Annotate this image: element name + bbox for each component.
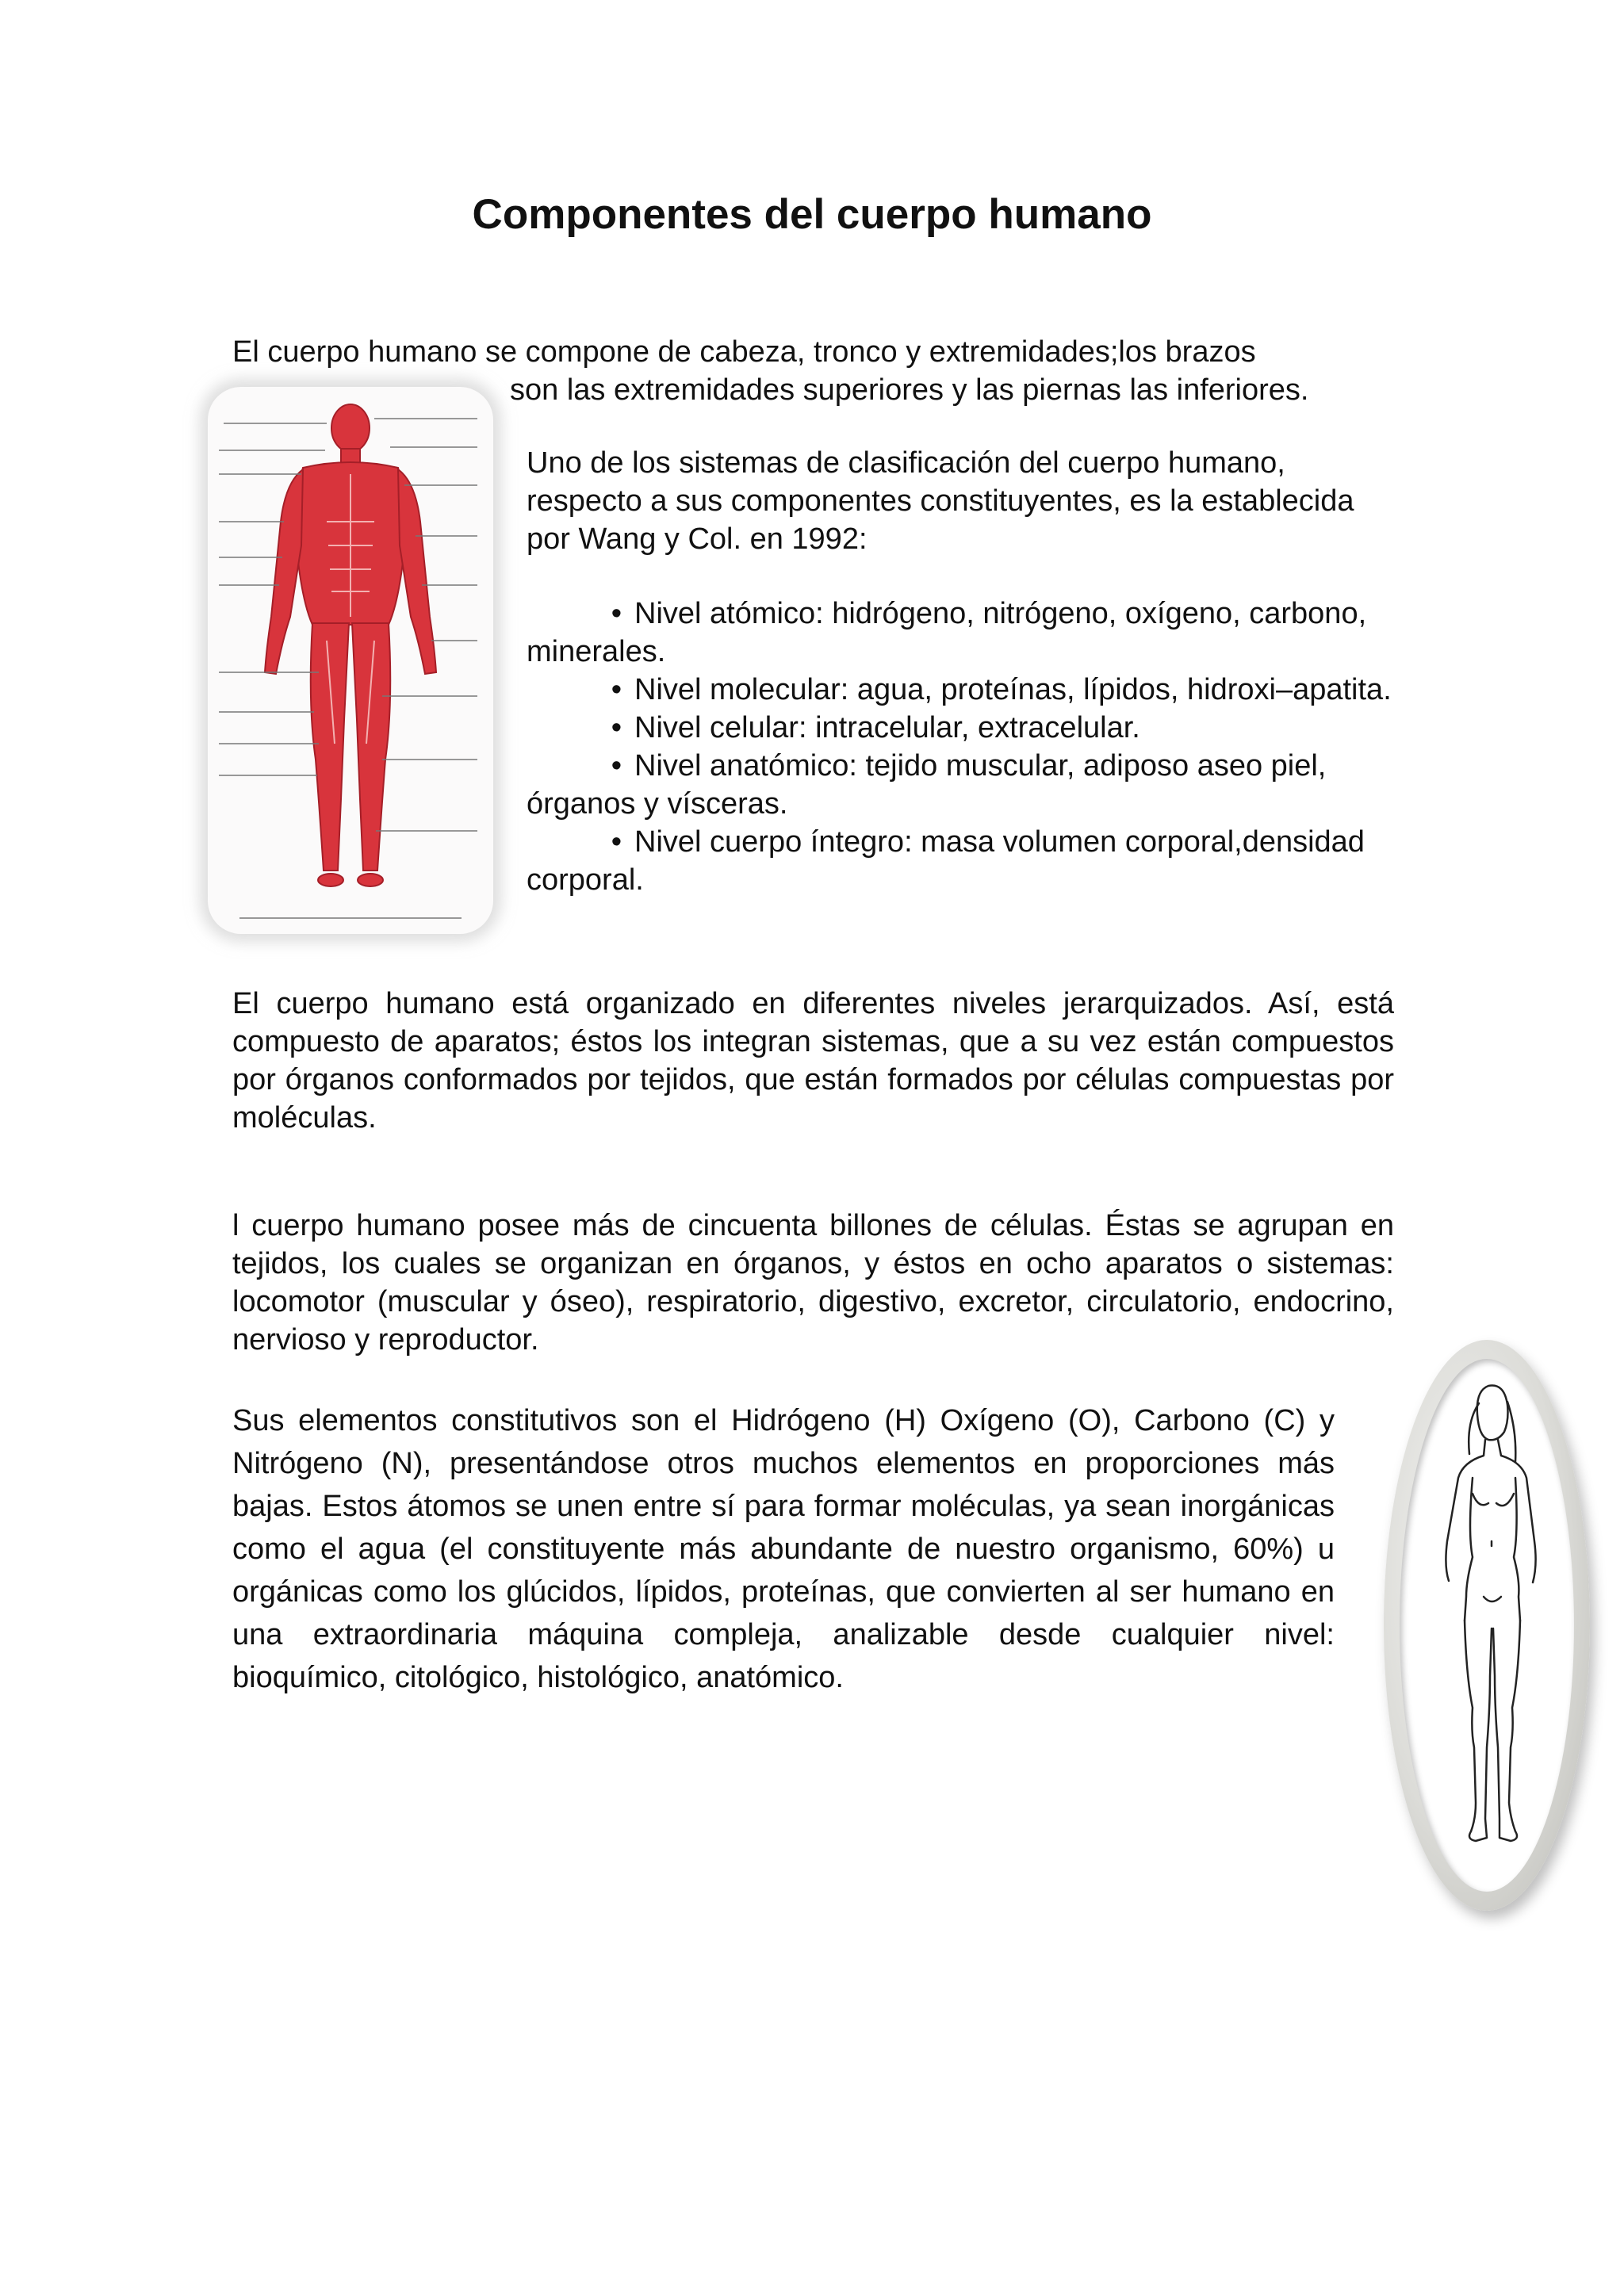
classification-intro: Uno de los sistemas de clasificación del cuerpo humano, respecto a sus componentes constituyentes, es la establecida por Wang y Col. en 1992: [527,446,1354,556]
level-text: Nivel atómico: hidrógeno, nitrógeno, oxígeno, carbono, minerales. [527,597,1367,668]
oval-frame-figure [1384,1340,1590,1911]
oval-frame-inner [1400,1359,1574,1892]
levels-list [527,595,1415,899]
intro-line-1: El cuerpo humano se compone de cabeza, tronco y extremidades;los brazos [232,335,1256,369]
page-title: Componentes del cuerpo humano [472,191,1152,238]
muscle-anatomy-figure [208,387,493,934]
level-text: Nivel cuerpo íntegro: masa volumen corporal,densidad corporal. [527,825,1365,897]
elements-paragraph: Sus elementos constitutivos son el Hidrógeno (H) Oxígeno (O), Carbono (C) y Nitrógeno (N), presentándose otros muchos elementos en proporciones más bajas. Estos átomos se unen entre sí para formar moléculas, ya sean inorgánicas como el agua (el constituyente más abundante de nuestro organismo, 60%) u orgánicas como los glúcidos, lípidos, proteínas, que convierten al ser humano en una extraordinaria máquina compleja, analizable desde cualquier nivel: bioquímico, citológico, histológico, anatómico. [232,1404,1335,1694]
list-item [527,671,1415,709]
organization-paragraph: El cuerpo humano está organizado en diferentes niveles jerarquizados. Así, está compuesto de aparatos; éstos los integran sistemas, que a su vez están compuestos por órganos conformados por tejidos, que están formados por células compuestas por moléculas. [232,987,1394,1135]
level-text: Nivel anatómico: tejido muscular, adiposo aseo piel, órganos y vísceras. [527,749,1327,821]
level-text: Nivel molecular: agua, proteínas, lípidos, hidroxi–apatita. [634,673,1392,706]
bullet-icon: • [611,673,622,706]
cells-paragraph: l cuerpo humano posee más de cincuenta billones de células. Éstas se agrupan en tejidos, los cuales se organizan en órganos, y éstos en ocho aparatos o sistemas: locomotor (muscular y óseo), respiratorio, digestivo, excretor, circulatorio, endocrino, nervioso y reproductor. [232,1209,1394,1357]
bullet-icon: • [611,825,622,859]
human-figure-line-drawing [1400,1359,1574,1892]
list-item [527,709,1415,747]
list-item [527,823,1415,899]
list-item [527,747,1415,823]
bullet-icon: • [611,749,622,783]
bullet-icon: • [611,711,622,744]
bullet-icon: • [611,597,622,630]
muscle-anatomy-illustration [208,387,493,934]
intro-line-2: son las extremidades superiores y las piernas las inferiores. [510,373,1309,407]
list-item [527,595,1415,671]
level-text: Nivel celular: intracelular, extracelular. [634,711,1140,744]
